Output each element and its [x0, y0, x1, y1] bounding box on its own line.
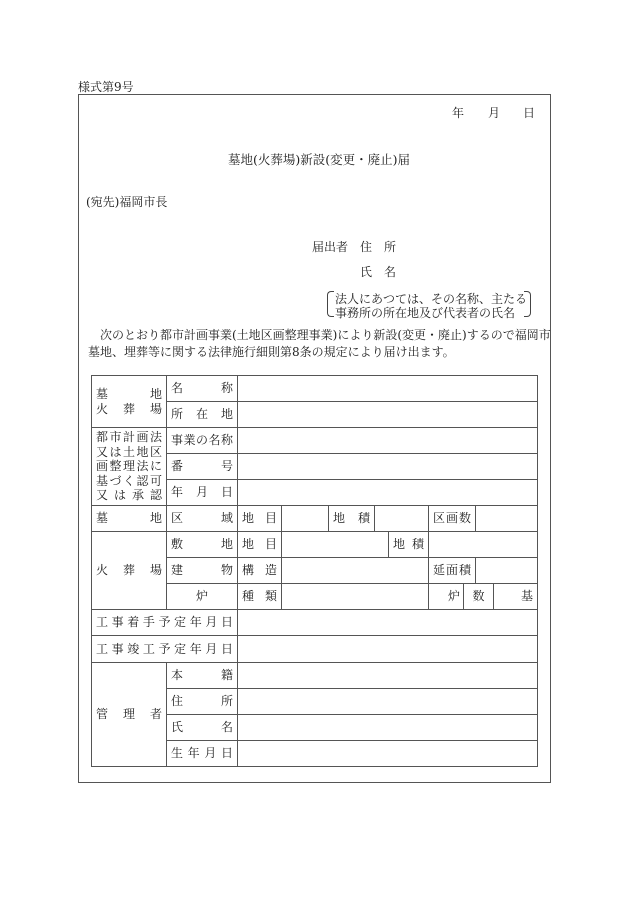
project-name-field[interactable]: [237, 427, 538, 454]
cemetery-land-area-field[interactable]: [374, 505, 429, 532]
body-line-1: 次のとおり都市計画事業(土地区画整理事業)により新設(変更・廃止)するので福岡市: [100, 328, 551, 342]
domicile-field[interactable]: [237, 662, 538, 689]
approval-line: 又は承認: [96, 488, 162, 503]
furnace-label-cell: [166, 583, 238, 610]
plot-count-label: 区画数: [433, 511, 471, 525]
project-name-label: 事業の名称: [171, 433, 233, 447]
location-field[interactable]: [237, 401, 538, 428]
manager-label-cell: [91, 662, 167, 767]
furnace-short-label: 炉: [447, 589, 460, 603]
birth-date-label-cell: [166, 740, 238, 767]
building-label-cell: [166, 557, 238, 584]
structure-label-cell: [237, 557, 282, 584]
applicant-label: 届出者: [312, 240, 349, 254]
addressee: (宛先)福岡市長: [86, 195, 168, 209]
unit-label: 基: [520, 589, 533, 603]
location-label-cell: [166, 401, 238, 428]
approval-line: 基づく認可: [96, 473, 162, 488]
construction-end-label-cell: [91, 635, 238, 663]
construction-start-label-cell: [91, 609, 238, 636]
construction-end-field[interactable]: [237, 635, 538, 663]
name-field[interactable]: [237, 375, 538, 402]
birth-date-field[interactable]: [237, 740, 538, 767]
structure-field[interactable]: [281, 557, 429, 584]
approval-label: [91, 427, 167, 506]
floor-area-label-cell: [428, 557, 476, 584]
cemetery-label: 墓地: [96, 511, 162, 525]
cemetery-land-category-label-cell: [237, 505, 282, 532]
furnace-label: 炉: [195, 589, 208, 603]
site-label-cell: [166, 531, 238, 558]
building-label: 建物: [171, 563, 233, 577]
furnace-short-label-cell: [428, 583, 464, 610]
land-area-label: 地積: [393, 537, 424, 551]
manager-label: 管理者: [96, 707, 162, 721]
name-label: 氏 名: [360, 265, 397, 279]
facility-label-crematorium: 火葬場: [96, 401, 162, 416]
cemetery-land-area-label-cell: [328, 505, 375, 532]
approval-line: 又は土地区: [96, 444, 162, 459]
location-label: 所在地: [171, 407, 233, 421]
form-number: 様式第9号: [78, 80, 134, 94]
manager-address-field[interactable]: [237, 688, 538, 715]
site-land-area-field[interactable]: [428, 531, 538, 558]
approval-line: 画整理法に: [96, 459, 162, 474]
floor-area-field[interactable]: [475, 557, 538, 584]
manager-address-label-cell: [166, 688, 238, 715]
count-label-cell: [463, 583, 494, 610]
project-name-label-cell: [166, 427, 238, 454]
structure-label: 構造: [242, 563, 277, 577]
land-category-label: 地目: [242, 537, 277, 551]
date-label-cell: [166, 479, 238, 506]
approval-line: 都市計画法: [96, 430, 162, 445]
date-day: 日: [523, 106, 536, 120]
furnace-count-field[interactable]: [493, 583, 538, 610]
type-label: 種類: [242, 589, 277, 603]
crematorium-label: 火葬場: [96, 563, 162, 577]
construction-end-label: 工事竣工予定年月日: [96, 641, 233, 656]
cemetery-land-category-field[interactable]: [281, 505, 329, 532]
plot-count-label-cell: [428, 505, 476, 532]
number-label: 番号: [171, 459, 233, 473]
site-land-area-label-cell: [388, 531, 429, 558]
date-year: 年: [452, 106, 465, 120]
crematorium-label-cell: [91, 531, 167, 610]
site-land-category-field[interactable]: [281, 531, 389, 558]
note-line-2: 事務所の所在地及び代表者の氏名: [335, 306, 516, 320]
land-area-label: 地積: [333, 511, 370, 525]
domicile-label: 本籍: [171, 668, 233, 682]
date-label: 年月日: [171, 485, 233, 499]
facility-label-cemetery: 墓地: [96, 387, 162, 401]
name-label: 名称: [171, 381, 233, 395]
approval-date-field[interactable]: [237, 479, 538, 506]
land-category-label: 地目: [242, 511, 277, 525]
cemetery-label-cell: [91, 505, 167, 532]
construction-start-field[interactable]: [237, 609, 538, 636]
site-label: 敷地: [171, 537, 233, 551]
furnace-type-field[interactable]: [281, 583, 429, 610]
construction-start-label: 工事着手予定年月日: [96, 615, 233, 629]
body-line-2: 墓地、埋葬等に関する法律施行細則第8条の規定により届け出ます。: [88, 345, 455, 359]
note-bracket-left: [327, 291, 334, 317]
manager-name-label: 氏名: [171, 720, 233, 734]
note-line-1: 法人にあつては、その名称、主たる: [335, 292, 528, 306]
form-title: 墓地(火葬場)新設(変更・廃止)届: [228, 152, 411, 167]
facility-label: [91, 375, 167, 428]
count-label: 数: [472, 589, 485, 603]
manager-name-label-cell: [166, 714, 238, 741]
number-field[interactable]: [237, 453, 538, 480]
site-land-category-label-cell: [237, 531, 282, 558]
manager-address-label: 住所: [171, 694, 233, 708]
area-label: 区域: [171, 511, 233, 525]
address-label: 住 所: [360, 240, 397, 254]
plot-count-field[interactable]: [475, 505, 538, 532]
area-label-cell: [166, 505, 238, 532]
type-label-cell: [237, 583, 282, 610]
name-label-cell: [166, 375, 238, 402]
birth-date-label: 生年月日: [171, 746, 233, 760]
date-month: 月: [488, 106, 501, 120]
manager-name-field[interactable]: [237, 714, 538, 741]
domicile-label-cell: [166, 662, 238, 689]
number-label-cell: [166, 453, 238, 480]
floor-area-label: 延面積: [433, 563, 471, 577]
